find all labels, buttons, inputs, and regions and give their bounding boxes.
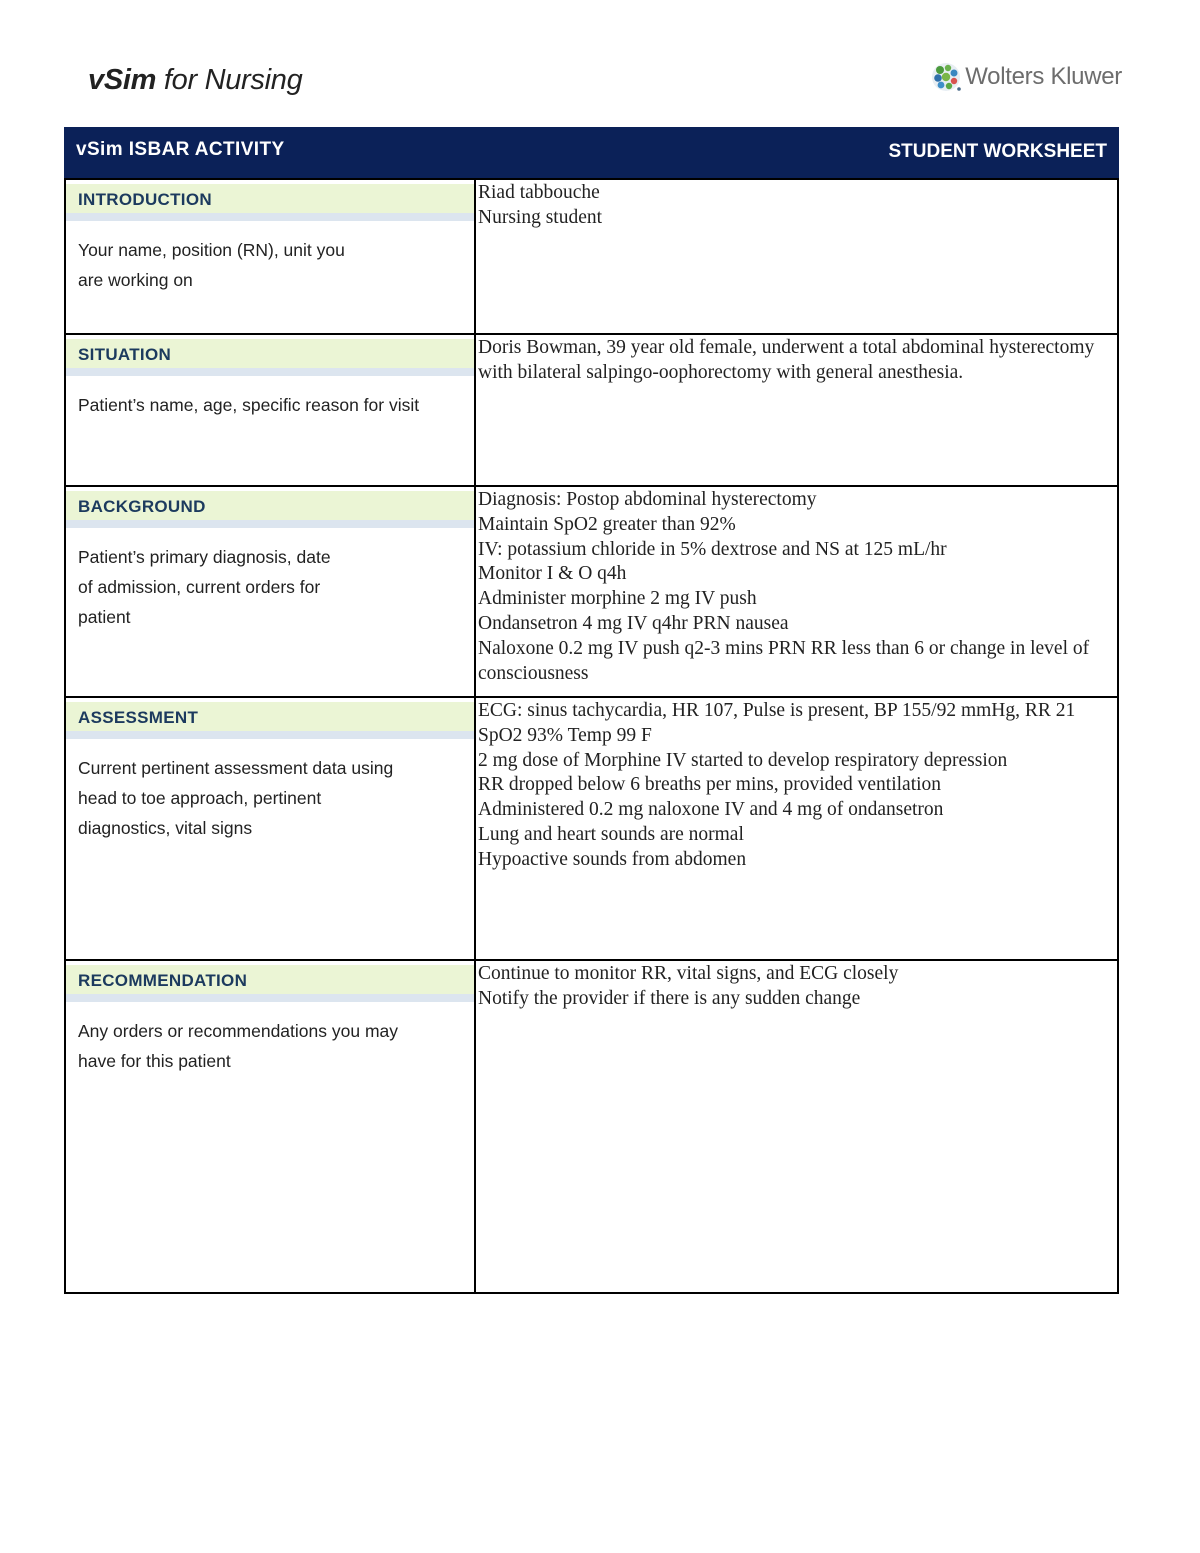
isbar-table	[64, 178, 1119, 1294]
answer-line: Doris Bowman, 39 year old female, underwent a total abdominal hysterectomy with bilateral salpingo-oophorectomy with general anesthesia.	[478, 337, 1100, 383]
section-prompt-cell	[66, 698, 476, 959]
wolters-kluwer-logo-icon	[931, 62, 961, 92]
section-row-introduction	[66, 180, 1117, 335]
section-description: Any orders or recommendations you may have for this patient	[78, 1021, 398, 1071]
brand-vsim: vSim	[88, 64, 157, 96]
answer-line: Monitor I & O q4h	[478, 563, 627, 585]
section-title: RECOMMENDATION	[66, 965, 474, 1002]
answer-line: Administer morphine 2 mg IV push	[478, 588, 757, 610]
section-answer-cell	[476, 180, 1117, 333]
worksheet-header-bar	[64, 127, 1119, 178]
answer-line: Ondansetron 4 mg IV q4hr PRN nausea	[478, 612, 789, 634]
answer-line: Diagnosis: Postop abdominal hysterectomy	[478, 489, 817, 510]
answer-line: Nursing student	[478, 206, 603, 228]
worksheet-label: STUDENT WORKSHEET	[888, 141, 1107, 162]
answer-line: Continue to monitor RR, vital signs, and ECG closely	[478, 963, 899, 984]
section-prompt-cell	[66, 487, 476, 696]
section-description: Your name, position (RN), unit you are working on	[78, 240, 345, 290]
section-row-recommendation	[66, 961, 1117, 1292]
section-title: INTRODUCTION	[66, 184, 474, 221]
section-description: Patient’s primary diagnosis, date of admission, current orders for patient	[78, 547, 331, 627]
section-row-background	[66, 487, 1117, 698]
section-title: SITUATION	[66, 339, 474, 376]
answer-line: Hypoactive sounds from abdomen	[478, 848, 747, 870]
section-prompt-cell	[66, 961, 476, 1292]
section-description: Current pertinent assessment data using head to toe approach, pertinent diagnostics, vital signs	[78, 758, 394, 838]
vsim-brand-logo	[88, 64, 302, 97]
section-answer-cell	[476, 487, 1117, 696]
activity-title: vSim ISBAR ACTIVITY	[76, 139, 285, 160]
section-answer-cell	[476, 961, 1117, 1292]
answer-line: IV: potassium chloride in 5% dextrose and NS at 125 mL/hr	[478, 538, 947, 560]
answer-line: Lung and heart sounds are normal	[478, 823, 744, 845]
section-answer-cell	[476, 698, 1117, 959]
answer-line: Riad tabbouche	[478, 182, 600, 203]
publisher-name: Wolters Kluwer	[965, 63, 1122, 90]
brand-for-nursing: for Nursing	[163, 64, 303, 96]
answer-line: RR dropped below 6 breaths per mins, provided ventilation	[478, 774, 942, 796]
section-prompt-cell	[66, 180, 476, 333]
section-row-situation	[66, 335, 1117, 487]
answer-line: Administered 0.2 mg naloxone IV and 4 mg of ondansetron	[478, 799, 944, 821]
section-answer-cell	[476, 335, 1117, 485]
answer-line: Notify the provider if there is any sudden change	[478, 987, 861, 1009]
answer-line: Maintain SpO2 greater than 92%	[478, 513, 736, 535]
publisher-logo	[931, 62, 1122, 92]
section-title: BACKGROUND	[66, 491, 474, 528]
answer-line: 2 mg dose of Morphine IV started to develop respiratory depression	[478, 749, 1008, 771]
section-description: Patient’s name, age, specific reason for visit	[78, 395, 420, 415]
section-prompt-cell	[66, 335, 476, 485]
answer-line: Naloxone 0.2 mg IV push q2-3 mins PRN RR less than 6 or change in level of consciousness	[478, 637, 1094, 684]
section-row-assessment	[66, 698, 1117, 961]
answer-line: ECG: sinus tachycardia, HR 107, Pulse is present, BP 155/92 mmHg, RR 21 SpO2 93% Temp 99 F	[478, 700, 1081, 746]
section-title: ASSESSMENT	[66, 702, 474, 739]
